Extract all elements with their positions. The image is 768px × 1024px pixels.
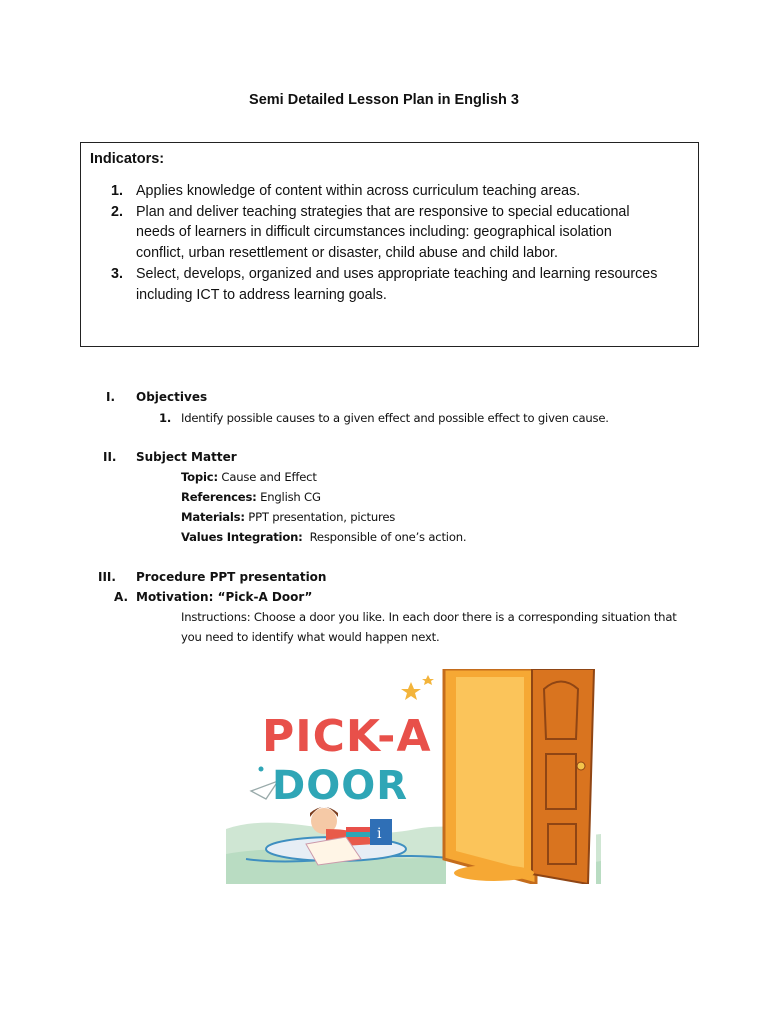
topic-line: Topic: Cause and Effect — [181, 470, 317, 484]
instructions-line-2: you need to identify what would happen next. — [181, 630, 440, 644]
subject-matter-heading: Subject Matter — [136, 450, 237, 464]
star-icon — [401, 682, 421, 700]
indicators-list — [111, 181, 691, 305]
pick-text: PICK-A — [262, 711, 432, 762]
subject-matter-numeral: II. — [103, 450, 117, 464]
info-glyph: i — [377, 826, 382, 842]
references-line: References: English CG — [181, 490, 321, 504]
instructions-line-1: Instructions: Choose a door you like. In each door there is a corresponding situation that — [181, 610, 677, 624]
materials-line: Materials: PPT presentation, pictures — [181, 510, 396, 524]
objectives-heading: Objectives — [136, 390, 208, 404]
motivation-letter: A. — [114, 590, 129, 604]
motivation-heading: Motivation: “Pick-A Door” — [136, 590, 313, 604]
door-text: DOOR — [272, 763, 409, 809]
pick-a-door-illustration — [226, 669, 601, 884]
objective-text: Identify possible causes to a given effect and possible effect to given cause. — [181, 411, 609, 425]
values-line: Values Integration: Responsible of one’s action. — [181, 530, 467, 544]
page-title: Semi Detailed Lesson Plan in English 3 — [249, 92, 519, 108]
objective-number: 1. — [159, 411, 172, 425]
indicator-item: 3. Select, develops, organized and uses appropriate teaching and learning resources including ICT to address learning goals. — [111, 265, 658, 303]
procedure-numeral: III. — [98, 570, 116, 584]
indicator-item: 1. Applies knowledge of content within across curriculum teaching areas. — [111, 183, 581, 199]
indicator-item: 2. Plan and deliver teaching strategies that are responsive to special educational needs of learners in difficult circumstances including: geographical isolation conflict, urban resettlement or disaster, child abuse and child labor. — [111, 203, 630, 262]
star-icon — [422, 675, 434, 685]
dot-decoration — [259, 767, 264, 772]
procedure-heading: Procedure PPT presentation — [136, 570, 327, 584]
book-stack — [346, 827, 370, 832]
indicators-box — [80, 142, 699, 347]
door-mat — [454, 865, 534, 881]
door-inner-light — [456, 677, 524, 869]
indicators-heading: Indicators: — [90, 151, 165, 167]
objectives-numeral: I. — [106, 390, 116, 404]
book-stack — [346, 832, 370, 837]
door-knob-icon — [577, 762, 585, 770]
pick-a-door-graphic — [226, 669, 601, 884]
door-panel — [532, 669, 594, 884]
